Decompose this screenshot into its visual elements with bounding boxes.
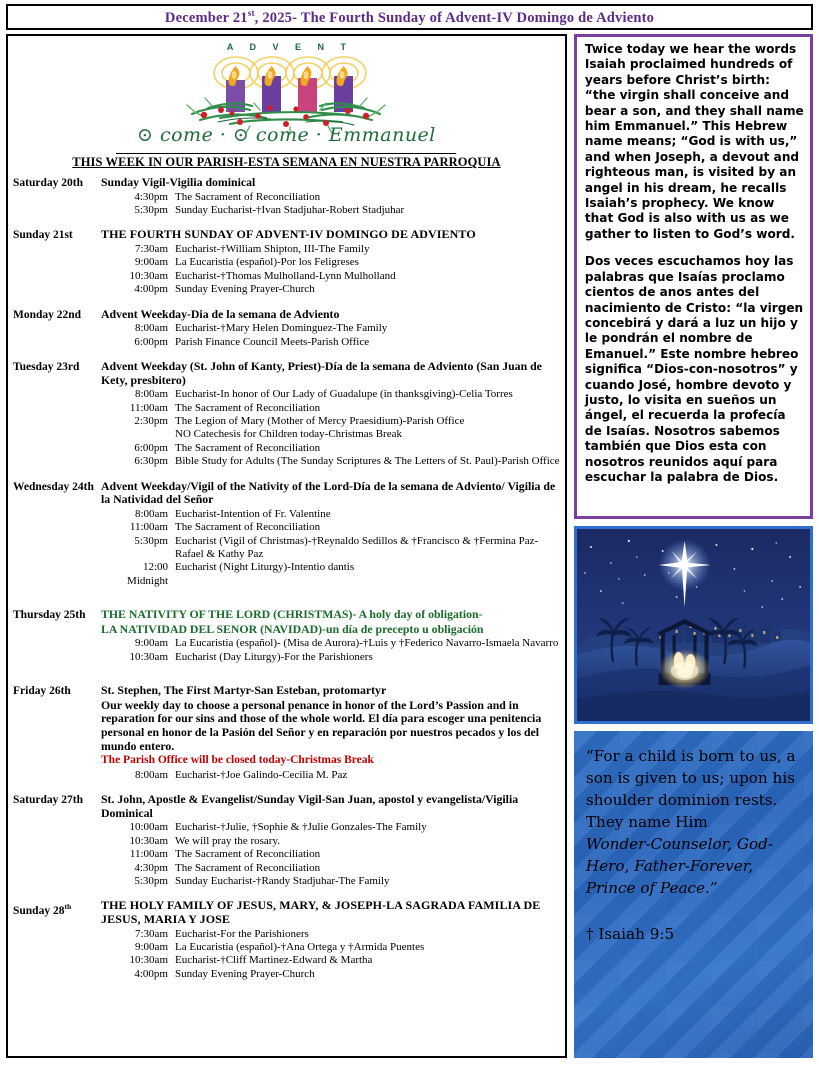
schedule-event [101,968,560,981]
advent-tagline: ⊙ come · ⊙ come · Emmanuel [137,124,436,146]
schedule-day-body [101,608,560,664]
schedule-event-description: Eucharist-Intention of Fr. Valentine [175,507,331,520]
schedule-day-label: Wednesday 24th [13,480,94,493]
schedule-event [101,388,560,401]
schedule-event-description: La Eucaristia (español)-Por los Feligreses [175,256,359,269]
schedule-event [101,835,560,848]
weekly-reflection-box [574,34,813,519]
schedule-event [101,455,560,468]
schedule-day-title: THE NATIVITY OF THE LORD (CHRISTMAS)- A holy day of obligation- [101,607,483,622]
schedule-day-body [101,228,560,296]
schedule-event-time: 11:00am [129,848,168,861]
schedule-event-description: The Sacrament of Reconciliation [175,190,321,203]
schedule-day-notice: The Parish Office will be closed today-Christmas Break [101,754,374,767]
schedule-day-label: Saturday 20th [13,177,83,189]
schedule-day-label: Thursday 25th [13,609,86,622]
bulletin-date-banner [6,4,813,30]
schedule-event-description: The Sacrament of Reconciliation [175,521,321,534]
banner-date-rest: , 2025- The Fourth Sunday of Advent-IV Domingo de Adviento [254,9,655,26]
schedule-day-label: Monday 22nd [13,308,82,321]
schedule-event-description: The Sacrament of Reconciliation [175,401,321,414]
schedule-day-label: Saturday 27th [13,794,83,807]
schedule-event [101,821,560,834]
schedule-event-description: Eucharist-For the Parishioners [175,927,309,940]
schedule-event [101,521,560,534]
schedule-event [101,651,560,664]
nativity-illustration [577,529,810,721]
schedule-day [13,608,560,664]
schedule-event-description: Eucharist (Vigil of Christmas)-†Reynaldo Sedillos & †Francisco & †Fermina Paz-Rafael & Kathy Paz [175,534,539,561]
heading-divider [116,153,456,154]
schedule-day-title: Sunday Vigil-Vigilia dominical [101,175,256,189]
schedule-day-ordinal: th [64,902,72,912]
schedule-event [101,928,560,941]
schedule-day-body [101,684,560,782]
schedule-list [13,176,560,992]
schedule-event-description: The Sacrament of Reconciliation [175,441,321,454]
schedule-event-time: 6:00pm [134,441,168,454]
schedule-event-description: NO Catechesis for Children today-Christmas Break [175,428,402,441]
reflection-spanish: Dos veces escuchamos hoy las palabras que Isaías proclamo cientos de anos antes del nacimiento de Cristo: “la virgen concebirá y dará a luz un hijo y le pondrán el nombre de Emanuel.” Este nombre hebreo significa “Dios-con-nosotros” y cuando José, hombre devoto y justo, lo visita en sueños un ángel, el recuerda la profecía de Isaías. Nosotros sabemos también que Dios esta con nosotros reunidos aquí para escuchar la palabra de Dios. [584,254,804,484]
schedule-event-time: 11:00am [129,521,168,534]
schedule-event-description: Sunday Eucharist-†Ivan Stadjuhar-Robert Stadjuhar [175,204,405,216]
schedule-event-description: Eucharist-†William Shipton, III-The Family [175,243,370,255]
nativity-image [574,526,813,724]
reflection-english: Twice today we hear the words Isaiah proclaimed hundreds of years before Christ’s birth: “the virgin shall conceive and bear a son, and they shall name him Emmanuel.” This Hebrew name means; “God is with us,” and when Joseph, a devout and righteous man, is visited by an angel in his dream, he recalls Isaiah’s prophecy. We know that God is also with us as we gather to listen to God’s word. [584,42,804,241]
schedule-event-time: 4:30pm [134,190,168,203]
schedule-event-time: 10:30am [129,954,168,967]
schedule-event-time: 10:30am [129,650,168,663]
schedule-day-body [101,899,560,981]
schedule-event-time: 12:00 Midnight [127,561,168,587]
schedule-event-description: Eucharist-†Cliff Martinez-Edward & Martha [175,954,373,967]
schedule-event [101,283,560,296]
scripture-text [586,745,803,899]
schedule-event-description: Eucharist-†Julie, †Sophie & †Julie Gonzales-The Family [175,821,427,834]
schedule-event-description: Parish Finance Council Meets-Parish Office [175,335,370,348]
schedule-event [101,336,560,349]
schedule-event-time: 10:30am [129,834,168,847]
schedule-event [101,637,560,650]
schedule-event-description: Sunday Eucharist-†Randy Stadjuhar-The Family [175,875,390,888]
schedule-day [13,228,560,296]
schedule-day-label: Sunday 21st [13,229,73,242]
advent-wreath-logo [100,42,472,146]
schedule-day-title: LA NATIVIDAD DEL SENOR (NAVIDAD)-un día de precepto u obligación [101,621,484,636]
bulletin-columns [6,34,813,1058]
schedule-event-description: Eucharist (Day Liturgy)-For the Parishioners [175,650,373,663]
schedule-event-time: 4:00pm [134,283,168,296]
schedule-spacer [13,588,560,608]
schedule-event-time: 5:30pm [134,875,168,888]
schedule-event [101,322,560,335]
schedule-day [13,176,560,217]
schedule-event [101,954,560,967]
schedule-event-time: 8:00am [135,322,168,335]
schedule-event-time: 5:30pm [134,534,168,547]
schedule-event-description: La Eucaristia (español)-†Ana Ortega y †Armida Puentes [175,941,425,954]
schedule-day-title: Advent Weekday-Dia de la semana de Adviento [101,306,340,321]
schedule-day-title: Advent Weekday/Vigil of the Nativity of the Lord-Día de la semana de Adviento/ Vigilia de la Natividad del Señor [101,478,556,507]
scripture-line-3: Wonder-Counselor, God-Hero, Father-Forever, [585,835,773,875]
schedule-event-description: Eucharist (Night Liturgy)-Intentio dantis [175,561,355,574]
schedule-day-body [101,308,560,349]
banner-date-ordinal: st [247,7,255,18]
schedule-event [101,941,560,954]
schedule-event [101,769,560,782]
schedule-day [13,360,560,469]
schedule-event-time: 7:30am [135,927,168,940]
schedule-event [101,508,560,521]
schedule-event [101,204,560,217]
scripture-quote-box [574,731,813,1058]
schedule-event-time: 8:00am [135,768,168,781]
schedule-event [101,191,560,204]
schedule-spacer [13,981,560,992]
schedule-event-time: 2:30pm [134,415,168,428]
right-sidebar [574,34,813,1058]
schedule-event-description: The Sacrament of Reconciliation [175,848,321,861]
schedule-event [101,402,560,415]
schedule-event-time: 9:00am [135,637,168,650]
advent-word-label: A D V E N T [226,42,354,52]
schedule-event-time: 4:00pm [134,967,168,980]
schedule-event-description: Eucharist-†Mary Helen Dominguez-The Family [175,322,388,335]
schedule-event-description: Eucharist-†Joe Galindo-Cecilia M. Paz [175,768,348,781]
schedule-day-body [101,793,560,888]
schedule-spacer [13,469,560,480]
schedule-event-time: 8:00am [135,507,168,520]
schedule-event-time: 10:30am [129,269,168,282]
schedule-day [13,308,560,349]
schedule-day-title: Our weekly day to choose a personal penance in honor of the Lord’s Passion and in reparation for our sins and those of the whole world. El día para escoger una penitencia personal en honor de la Pasión del Señor y en reparación por nuestros pecados y los del mundo entero. [101,697,542,753]
schedule-event [101,270,560,283]
schedule-day-title: THE FOURTH SUNDAY OF ADVENT-IV DOMINGO DE ADVIENTO [101,227,476,242]
schedule-event-time: 10:00am [129,821,168,834]
schedule-event-description: Eucharist-In honor of Our Lady of Guadalupe (in thanksgiving)-Celia Torres [175,388,513,401]
schedule-day [13,684,560,782]
schedule-event-time: 7:30am [135,243,168,255]
schedule-event [101,848,560,861]
schedule-event-time: 9:00am [135,941,168,954]
week-heading: THIS WEEK IN OUR PARISH-ESTA SEMANA EN NUESTRA PARROQUIA [72,155,501,169]
schedule-day-body [101,176,560,217]
schedule-event-description: La Eucaristia (español)- (Misa de Aurora)-†Luis y †Federico Navarro-Ismaela Navarro [175,637,559,650]
advent-logo-wrap [13,40,560,151]
schedule-event-description: We will pray the rosary. [175,834,281,847]
schedule-event-description: Bible Study for Adults (The Sunday Scriptures & The Letters of St. Paul)-Parish Office [175,455,560,468]
schedule-spacer [13,664,560,684]
schedule-event [101,243,560,256]
schedule-day-body [101,480,560,589]
banner-date-prefix: December 21 [164,9,248,26]
schedule-event [101,875,560,888]
schedule-day-body [101,360,560,469]
schedule-event-description: The Sacrament of Reconciliation [175,861,321,874]
schedule-day-label: Friday 26th [13,685,71,698]
schedule-event [101,256,560,269]
schedule-spacer [13,297,560,308]
schedule-event-description: Sunday Evening Prayer-Church [175,283,315,296]
schedule-event [101,415,560,428]
scripture-line-4: Prince of Peace.” [585,879,718,897]
schedule-day [13,793,560,888]
parish-schedule-panel [6,34,567,1058]
schedule-event-time: 8:00am [135,388,168,401]
schedule-event-description: Eucharist-†Thomas Mulholland-Lynn Mulholland [175,269,396,282]
scripture-line-1: “For a child is born to us, a son is given to us; upon his shoulder dominion rests. [585,747,796,809]
schedule-day-label: Tuesday 23rd [13,361,80,374]
schedule-event-description: Sunday Evening Prayer-Church [175,967,315,980]
schedule-event [101,561,560,588]
schedule-day [13,480,560,589]
schedule-day-label: Sunday 28th [13,902,72,918]
scripture-line-2: They name Him [585,813,708,831]
schedule-event-time: 4:30pm [134,861,168,874]
schedule-event [101,442,560,455]
schedule-event-time: 9:00am [135,256,168,269]
schedule-event-description: The Legion of Mary (Mother of Mercy Praesidium)-Parish Office [175,415,465,428]
schedule-event-time: 6:30pm [134,455,168,468]
schedule-day-title: St. John, Apostle & Evangelist/Sunday Vigil-San Juan, apostol y evangelista/Vigilia Dominical [101,792,519,820]
schedule-event-time: 6:00pm [134,335,168,348]
schedule-event [101,535,560,562]
schedule-event-time [101,428,175,441]
schedule-event-time: 11:00am [129,401,168,414]
schedule-day-title: THE HOLY FAMILY OF JESUS, MARY, & JOSEPH-LA SAGRADA FAMILIA DE JESUS, MARIA Y JOSE [101,898,541,927]
bulletin-date-title [165,8,654,27]
schedule-event-time: 5:30pm [134,204,168,216]
schedule-event [101,428,560,441]
schedule-day-title: Advent Weekday (St. John of Kanty, Priest)-Día de la semana de Adviento (San Juan de Kety, presbitero) [101,359,542,387]
scripture-reference: † Isaiah 9:5 [585,925,675,943]
schedule-day-title: St. Stephen, The First Martyr-San Esteban, protomartyr [101,683,387,698]
schedule-day [13,899,560,981]
schedule-event [101,862,560,875]
